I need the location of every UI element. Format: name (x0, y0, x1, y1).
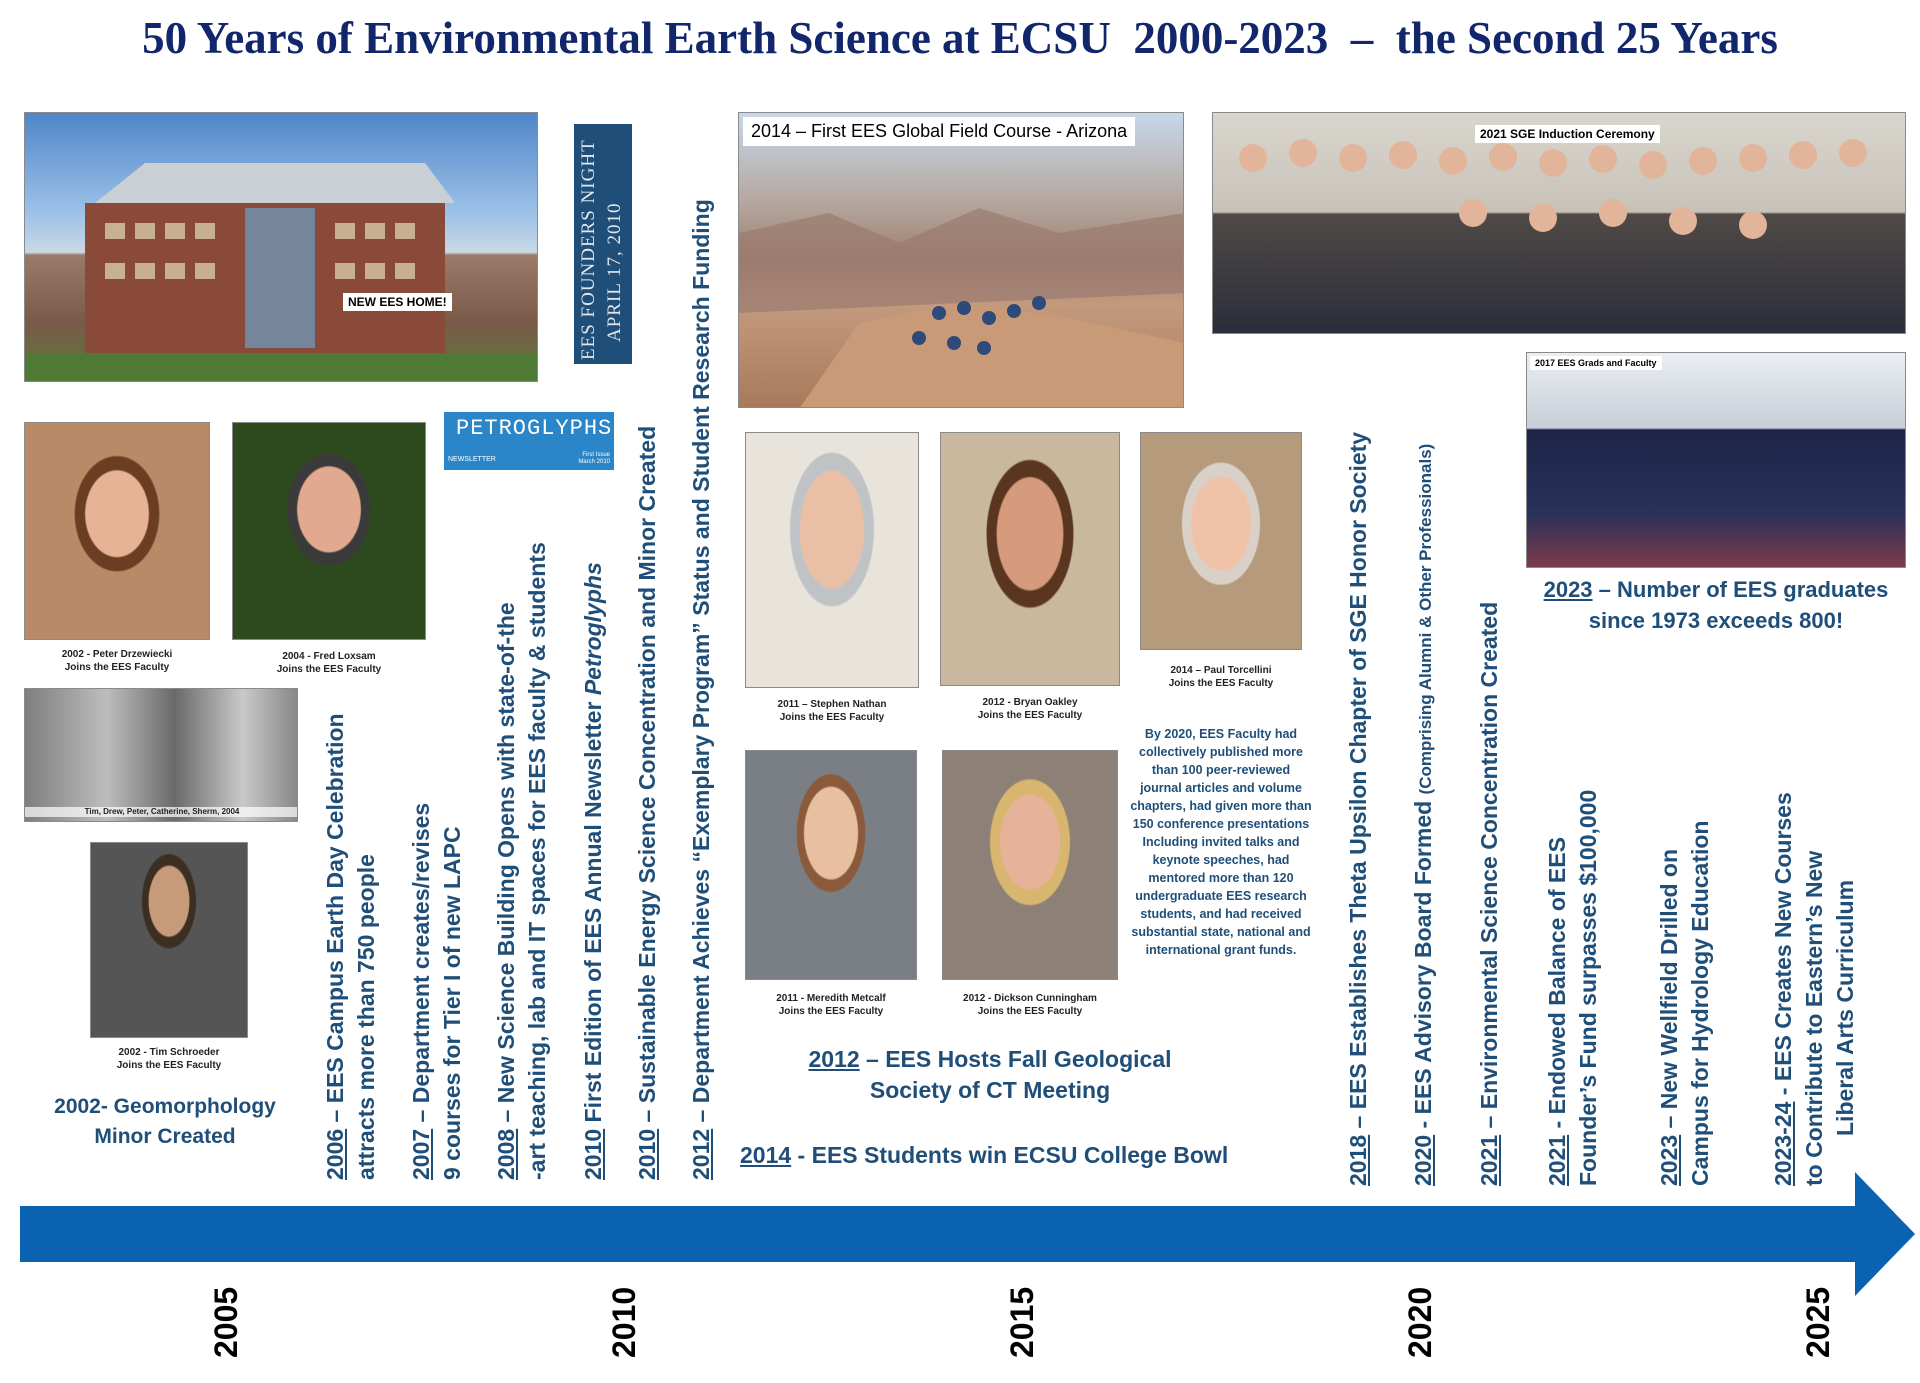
arizona-field-course-photo (738, 112, 1184, 408)
photo-dickson-cunningham (942, 750, 1118, 980)
event-2007-courses: 2007 – Department creates/revises 9 courses for Tier I of new LAPC (408, 802, 465, 1180)
group-illustration (1213, 113, 1906, 334)
arizona-tag: 2014 – First EES Global Field Course - Arizona (743, 117, 1135, 146)
building-illustration (25, 113, 538, 382)
founders-night-plaque: EES FOUNDERS NIGHT APRIL 17, 2010 (574, 124, 632, 364)
page-title: 50 Years of Environmental Earth Science at ECSU 2000-2023 – the Second 25 Years (142, 13, 1778, 63)
event-2012-gsct-meeting: 2012 – EES Hosts Fall Geological Society of CT Meeting (808, 1046, 1172, 1103)
caption-dickson-cunningham: 2012 - Dickson Cunningham Joins the EES Faculty (963, 993, 1097, 1017)
event-2010-petroglyphs: 2010 First Edition of EES Annual Newsletter Petroglyphs (580, 562, 606, 1180)
old-group-photo (24, 688, 298, 822)
science-building-photo (24, 112, 538, 382)
photo-stephen-nathan (745, 432, 919, 688)
event-2006-earth-day: 2006 – EES Campus Earth Day Celebration attracts more than 750 people (322, 713, 379, 1180)
grads-tag: 2017 EES Grads and Faculty (1530, 356, 1662, 370)
event-2014-college-bowl: 2014 - EES Students win ECSU College Bowl (740, 1142, 1229, 1168)
axis-tick-2010: 2010 (606, 1286, 642, 1358)
event-2010-energy-concentration: 2010 – Sustainable Energy Science Concentration and Minor Created (634, 425, 660, 1180)
grads-2017-photo (1526, 352, 1906, 568)
sge-induction-photo (1212, 112, 1906, 334)
event-2021-founders-fund: 2021 - Endowed Balance of EES Founder’s Fund surpasses $100,000 (1544, 789, 1601, 1186)
event-2008-science-building: 2008 – New Science Building Opens with state-of-the -art teaching, lab and IT spaces for EES faculty & students (493, 542, 550, 1180)
canyon-illustration (739, 113, 1184, 408)
axis-tick-2025: 2025 (1800, 1286, 1836, 1358)
event-2018-sge-chapter: 2018 – EES Establishes Theta Upsilon Chapter of SGE Honor Society (1345, 431, 1371, 1186)
faculty-accomplishments-text: By 2020, EES Faculty had collectively published more than 100 peer-reviewed journal articles and volume chapters, had given more than 150 conference presentations Including invited talks and keynote speeches, had mentored more than 120 undergraduate EES research students, and had received substantial state, national and international grant funds. (1130, 727, 1312, 957)
axis-tick-2020: 2020 (1402, 1286, 1438, 1358)
photo-tim-schroeder (90, 842, 248, 1038)
event-2023-24-new-courses: 2023-24 - EES Creates New Courses to Contribute to Eastern’s New Liberal Arts Curriculum (1770, 792, 1858, 1186)
caption-stephen-nathan: 2011 – Stephen Nathan Joins the EES Faculty (777, 699, 887, 723)
axis-tick-2005: 2005 (208, 1286, 244, 1358)
timeline-arrow (0, 1160, 1920, 1300)
newsletter-subtitle: NEWSLETTER (448, 456, 496, 463)
newsletter-name: PETROGLYPHS (456, 416, 613, 441)
caption-paul-torcellini: 2014 – Paul Torcellini Joins the EES Faculty (1168, 665, 1274, 689)
building-tag: NEW EES HOME! (343, 293, 452, 311)
caption-tim-schroeder: 2002 - Tim Schroeder Joins the EES Faculty (116, 1047, 222, 1071)
event-2023-graduates: 2023 – Number of EES graduates since 1973 exceeds 800! (1543, 577, 1889, 633)
newsletter-edition: First Issue March 2010 (578, 452, 610, 465)
sge-tag: 2021 SGE Induction Ceremony (1475, 125, 1660, 143)
event-2012-exemplary-program: 2012 – Department Achieves “Exemplary Program” Status and Student Research Funding (688, 199, 714, 1180)
photo-peter-drzewiecki (24, 422, 210, 640)
event-2023-wellfield: 2023 – New Wellfield Drilled on Campus for Hydrology Education (1656, 820, 1713, 1186)
caption-peter-drzewiecki: 2002 - Peter Drzewiecki Joins the EES Faculty (61, 649, 173, 673)
timeline-arrow-body (20, 1206, 1860, 1262)
petroglyphs-newsletter (444, 412, 614, 470)
caption-fred-loxsam: 2004 - Fred Loxsam Joins the EES Faculty (276, 651, 382, 675)
caption-bryan-oakley: 2012 - Bryan Oakley Joins the EES Faculty (977, 697, 1083, 721)
photo-paul-torcellini (1140, 432, 1302, 650)
old-group-caption: Tim, Drew, Peter, Catherine, Sherm, 2004 (25, 807, 298, 817)
timeline-arrow-head (1855, 1172, 1915, 1296)
axis-tick-2015: 2015 (1004, 1286, 1040, 1358)
photo-fred-loxsam (232, 422, 426, 640)
event-2021-environmental-concentration: 2021 – Environmental Science Concentration Created (1476, 601, 1502, 1186)
photo-meredith-metcalf (745, 750, 917, 980)
caption-meredith-metcalf: 2011 - Meredith Metcalf Joins the EES Faculty (776, 993, 886, 1017)
event-2020-advisory-board: 2020 - EES Advisory Board Formed (Comprising Alumni & Other Professionals) (1410, 443, 1436, 1186)
geomorphology-minor: 2002- Geomorphology Minor Created (54, 1095, 276, 1148)
photo-bryan-oakley (940, 432, 1120, 686)
